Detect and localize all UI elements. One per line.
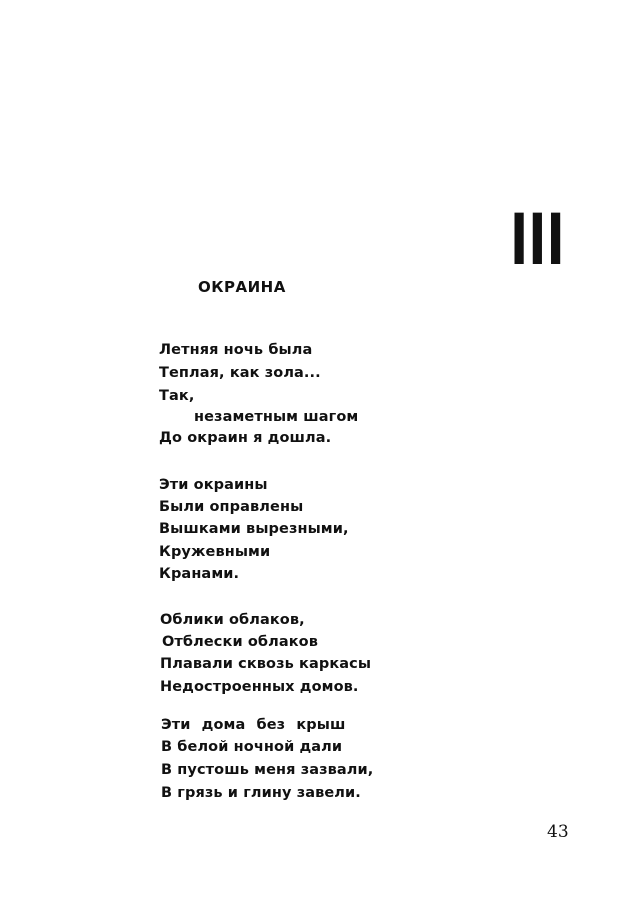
- poem-line: Эти дома без крыш: [161, 717, 346, 733]
- poem-line: Были оправлены: [159, 499, 304, 515]
- poem-line: незаметным шагом: [194, 409, 359, 425]
- section-numeral: III: [510, 199, 565, 281]
- poem-line: В грязь и глину завели.: [161, 785, 361, 801]
- poem-line: Эти окраины: [159, 477, 268, 493]
- page-number: 43: [547, 822, 569, 842]
- poem-line: Отблески облаков: [162, 634, 319, 650]
- poem-line: Плавали сквозь каркасы: [160, 656, 372, 672]
- poem-title: ОКРАИНА: [198, 278, 286, 296]
- poem-line: В белой ночной дали: [161, 739, 343, 755]
- poem-line: Теплая, как зола...: [159, 365, 321, 381]
- poem-line: Так,: [159, 388, 195, 404]
- poem-line: Облики облаков,: [160, 612, 305, 628]
- poem-line: В пустошь меня зазвали,: [161, 762, 374, 778]
- poem-line: Вышками вырезными,: [159, 521, 349, 537]
- poem-line: До окраин я дошла.: [159, 430, 332, 446]
- poem-line: Кружевными: [159, 544, 271, 560]
- poem-line: Летняя ночь была: [159, 342, 313, 358]
- poem-line: Недостроенных домов.: [160, 679, 359, 695]
- poem-line: Кранами.: [159, 566, 240, 582]
